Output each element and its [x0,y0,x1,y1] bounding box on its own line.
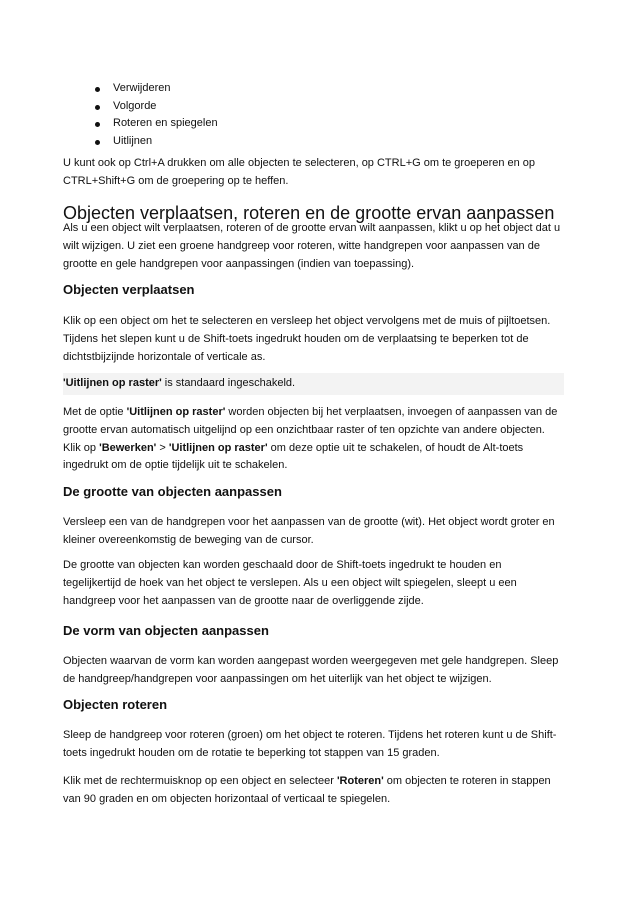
main-paragraph [63,220,568,273]
rotate-paragraph-1 [63,727,568,763]
paragraph-line: Als u een object wilt verplaatsen, roteren of de grootte ervan wilt aanpassen, klikt u op het object dat u [63,222,561,234]
paragraph-line: van 90 graden en om objecten horizontaal of verticaal te spiegelen. [63,792,391,805]
size-paragraph-2 [63,557,568,610]
text-run: > [156,441,169,454]
bullet-list [95,80,218,150]
paragraph-line: grootte en gele handgrepen voor aanpassingen (indien van toepassing). [63,257,415,270]
shape-heading: De vorm van objecten aanpassen [63,623,269,638]
paragraph-line: Klik op een object om het te selecteren en versleep het object vervolgens met de muis of pijltoetsen. [63,315,551,327]
move-paragraph [63,313,568,366]
bullet-icon [95,122,100,127]
rotate-paragraph-2 [63,773,568,809]
note-rest: is standaard ingeschakeld. [161,377,296,389]
paragraph-line: Tijdens het slepen kunt u de Shift-toets ingedrukt houden om de verplaatsing te beperken tot de [63,332,529,345]
rotate-heading: Objecten roteren [63,697,168,712]
paragraph-line: ingedrukt om de optie tijdelijk uit te schakelen. [63,459,288,472]
paragraph-line: dichtstbijzijnde horizontale of verticale as. [63,350,266,363]
intro-paragraph [63,155,568,191]
bullet-icon [95,87,100,92]
grid-paragraph [63,404,568,475]
paragraph-line: Versleep een van de handgrepen voor het aanpassen van de grootte (wit). Het object wordt groter en [63,516,555,528]
paragraph-line: grootte ervan automatisch uitgelijnd op een onzichtbaar raster of ten opzichte van andere objecten. [63,423,545,436]
shape-paragraph [63,653,568,689]
text-run: Klik op [63,441,100,454]
paragraph-line [63,440,568,458]
text-run: Klik met de rechtermuisknop op een object en selecteer [63,775,337,787]
paragraph-line: CTRL+Shift+G om de groepering op te heffen. [63,174,289,187]
list-item-label: Uitlijnen [113,134,153,147]
paragraph-line [63,404,568,422]
text-run-bold: 'Uitlijnen op raster' [168,441,268,454]
text-run: om deze optie uit te schakelen, of houdt de Alt-toets [267,441,524,454]
paragraph-line [63,773,568,791]
paragraph-line: wilt wijzigen. U ziet een groene handgreep voor roteren, witte handgrepen voor aanpassen van de [63,239,540,252]
list-item [95,115,218,133]
list-item-label: Verwijderen [113,82,171,94]
move-heading: Objecten verplaatsen [63,282,195,297]
paragraph-line: kleiner overeenkomstig de beweging van de cursor. [63,533,314,546]
paragraph-line: U kunt ook op Ctrl+A drukken om alle objecten te selecteren, op CTRL+G om te groeperen en op [63,157,536,169]
paragraph-line: Objecten waarvan de vorm kan worden aangepast worden weergegeven met gele handgrepen. Sleep [63,655,559,667]
text-run: worden objecten bij het verplaatsen, invoegen of aanpassen van de [225,406,558,418]
paragraph-line: handgreep voor het aanpassen van de grootte naar de overliggende zijde. [63,594,424,607]
list-item [95,98,218,116]
list-item-label: Volgorde [113,99,157,112]
text-run-bold: 'Bewerken' [99,441,157,454]
main-heading: Objecten verplaatsen, roteren en de grootte ervan aanpassen [63,203,555,223]
list-item [95,133,218,151]
text-run-bold: 'Roteren' [336,775,384,787]
bullet-icon [95,105,100,110]
text-run: Met de optie [63,406,127,418]
list-item-label: Roteren en spiegelen [113,117,218,129]
size-paragraph-1 [63,514,568,550]
paragraph-line: De grootte van objecten kan worden geschaald door de Shift-toets ingedrukt te houden en [63,559,502,571]
text-run: om objecten te roteren in stappen [383,775,551,787]
size-heading: De grootte van objecten aanpassen [63,484,282,499]
paragraph-line: tegelijkertijd de hoek van het object te verslepen. Als u een object wilt spiegelen, sleept u een [63,576,517,589]
list-item [95,80,218,98]
note-text [63,375,295,393]
text-run-bold: 'Uitlijnen op raster' [126,406,226,418]
note-bold: 'Uitlijnen op raster' [63,377,162,389]
paragraph-line: de handgreep/handgrepen voor aanpassingen om het uiterlijk van het object te wijzigen. [63,672,492,685]
paragraph-line: Sleep de handgreep voor roteren (groen) om het object te roteren. Tijdens het roteren kunt u de Shift- [63,729,557,741]
bullet-icon [95,140,100,145]
paragraph-line: toets ingedrukt houden om de rotatie te beperking tot stappen van 15 graden. [63,746,440,759]
